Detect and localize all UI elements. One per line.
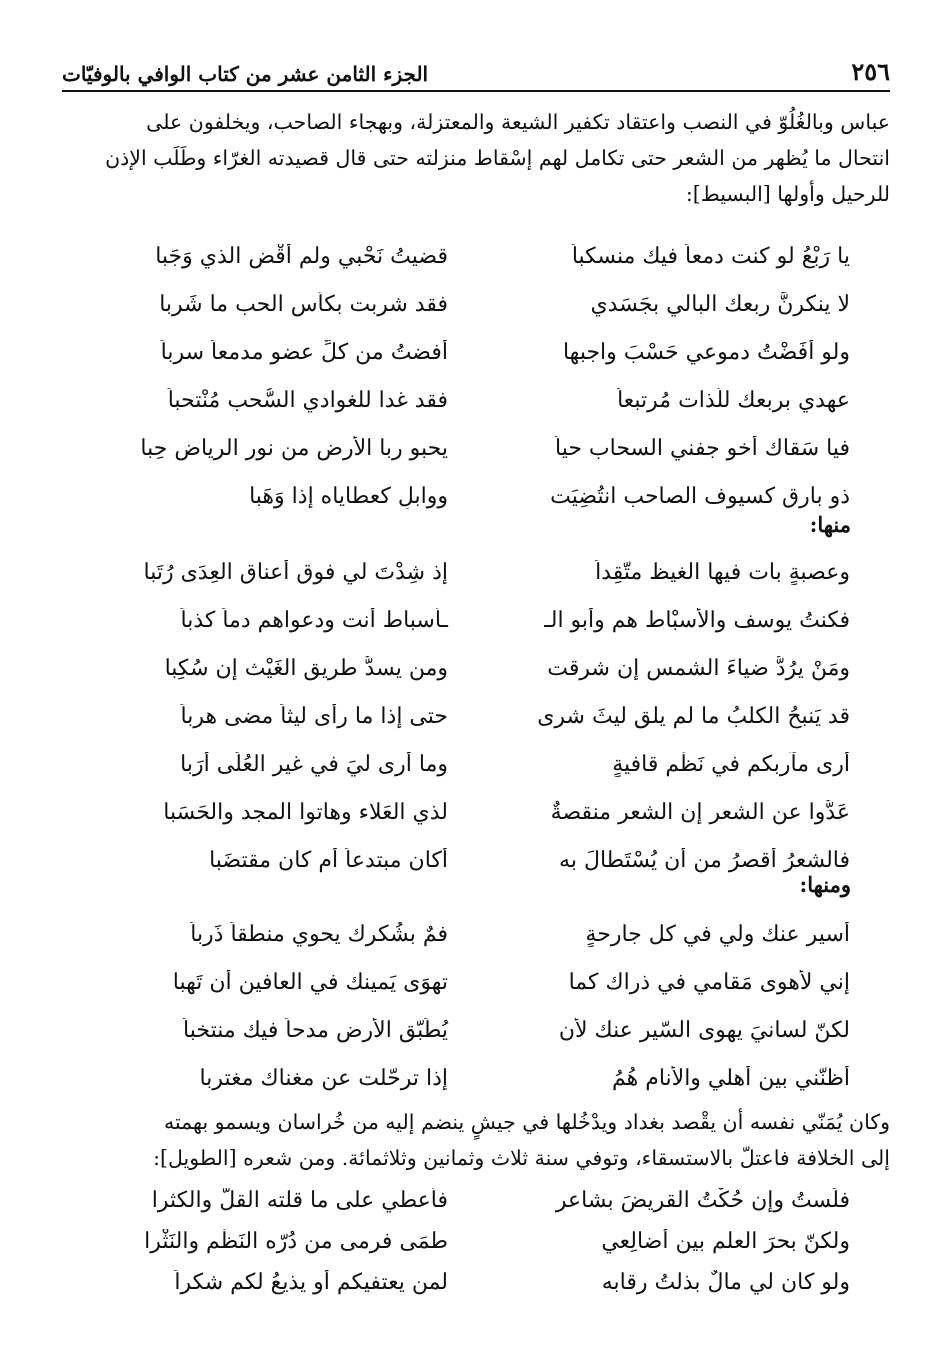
verse-first-hemistich: فالشعرُ أقصرُ من أن يُسْتَطالَ به bbox=[559, 847, 850, 873]
verse-first-hemistich: ولكنّ بحرَ العلم بين أضالِعي bbox=[601, 1229, 850, 1254]
verse-second-hemistich: فأُعطي على ما قلته القلّ والكثرا bbox=[151, 1188, 448, 1213]
verse-first-hemistich: لكنّ لسانيَ يهوى السّير عنك لأن bbox=[558, 1017, 850, 1043]
verse bbox=[62, 1221, 890, 1262]
verse bbox=[62, 836, 890, 884]
verse-first-hemistich: أظنّني بين أهلي والأنام هُمُ bbox=[611, 1065, 850, 1091]
verse-first-hemistich: إني لأهوى مَقامي في ذراك كما bbox=[568, 969, 850, 995]
verse-second-hemistich: قضيتُ نَحْبي ولم أقْضِ الذي وَجَبا bbox=[155, 243, 448, 269]
poem-tawil bbox=[62, 1180, 890, 1303]
verse bbox=[62, 1054, 890, 1102]
verse-first-hemistich: ولو كان لي مالٌ بذلتُ رِقابه bbox=[601, 1270, 850, 1295]
verse-first-hemistich: أسير عنك ولي في كل جارحةٍ bbox=[585, 921, 850, 947]
verse-second-hemistich: لمن يعتفيكم أو يذيعُ لكم شكراً bbox=[174, 1270, 448, 1295]
verse bbox=[62, 740, 890, 788]
verse bbox=[62, 596, 890, 644]
poem-basit-opening bbox=[62, 232, 890, 520]
verse bbox=[62, 328, 890, 376]
verse bbox=[62, 788, 890, 836]
verse bbox=[62, 280, 890, 328]
verse-second-hemistich: ـأسباط أنت ودعواهم دماً كذباً bbox=[180, 607, 448, 633]
verse-second-hemistich: إذ شِدْتَ لي فوق أعناق العِدَى رُتَبا bbox=[143, 559, 448, 585]
verse-first-hemistich: عَدُّوا عن الشعر إن الشعر منقصةٌ bbox=[550, 799, 850, 825]
poem-excerpt-two bbox=[62, 910, 890, 1102]
verse bbox=[62, 910, 890, 958]
verse bbox=[62, 1262, 890, 1303]
verse-first-hemistich: أرى مآربكم في نَظْم قافيةٍ bbox=[612, 751, 850, 777]
verse-first-hemistich: وعصبةٍ بات فيها الغيظ متّقِداً bbox=[595, 559, 850, 585]
verse-first-hemistich: يا رَبْعُ لو كنت دمعاً فيك منسكباً bbox=[571, 243, 850, 269]
verse-first-hemistich: قد يَنبحُ الكلبُ ما لم يلق ليثَ شرى bbox=[537, 703, 850, 729]
verse bbox=[62, 232, 890, 280]
prose-line: انتحال ما يُظهر من الشعر حتى تكامل لهم إسْقاط منزلته حتى قال قصيدته الغرّاء وطَلَب الإذن bbox=[105, 146, 890, 170]
section-label: ومنها: bbox=[799, 872, 851, 897]
verse-second-hemistich: فقد غدا للغوادي السُّحب مُنْتحباً bbox=[167, 387, 448, 413]
prose-line: عباس وبالغُلُوّ في النصب واعتقاد تكفير الشيعة والمعتزلة، وبهجاء الصاحب، ويخلفون على bbox=[146, 110, 890, 134]
verse-second-hemistich: تهوَى يَمينك في العافين أن تَهبا bbox=[172, 969, 448, 995]
verse bbox=[62, 958, 890, 1006]
verse-second-hemistich: طمَى فرمى من دُرّه النَظْم والنَثْرا bbox=[144, 1229, 448, 1254]
page-number: ٢٥٦ bbox=[851, 57, 890, 86]
verse-second-hemistich: أفضتُ من كلِّ عضوٍ مدمعاً سرباً bbox=[160, 339, 448, 365]
verse-second-hemistich: لذي العَلاء وهاتوا المجد والحَسَبا bbox=[163, 799, 448, 825]
prose-line: للرحيل وأولها [البسيط]: bbox=[685, 182, 890, 206]
poem-excerpt-one bbox=[62, 548, 890, 884]
section-label: منها: bbox=[809, 512, 851, 537]
verse-second-hemistich: ووابلٍ كعطاياه إذا وَهَبا bbox=[249, 483, 448, 509]
verse bbox=[62, 472, 890, 520]
intro-paragraph bbox=[62, 104, 890, 212]
verse bbox=[62, 1006, 890, 1054]
prose-line: وكان يُمَنّي نفسه أن يقْصد بغداد ويدْخُلها في جيشٍ ينضم إليه من خُراسان ويسمو بهمته bbox=[163, 1110, 890, 1134]
verse-second-hemistich: إذا ترحّلت عن مغناك مغترِبا bbox=[199, 1065, 448, 1091]
verse bbox=[62, 692, 890, 740]
verse-first-hemistich: ومَنْ يرُدُّ ضياءَ الشمس إن شرقت bbox=[547, 655, 850, 681]
verse bbox=[62, 1180, 890, 1221]
verse-first-hemistich: فيا سَقاك أخو جفني السحاب حياً bbox=[554, 435, 850, 461]
verse-second-hemistich: فقد شربت بكأس الحب ما شَرِبا bbox=[159, 291, 448, 317]
verse bbox=[62, 548, 890, 596]
verse-first-hemistich: فكنتُ يوسف والأسبْاط هم وأبو الـ bbox=[544, 607, 850, 633]
verse-first-hemistich: فلَستُ وإن حُكْتُ القريضَ بشاعرٍ bbox=[555, 1188, 850, 1213]
page-header bbox=[62, 40, 890, 92]
verse-first-hemistich: ولو أفَضْتُ دموعي حَسْبَ واجبها bbox=[562, 339, 850, 365]
verse-second-hemistich: أكان مبتدعاً أم كان مقتضَبا bbox=[209, 847, 448, 873]
verse-second-hemistich: يحبو ربا الأرض من نور الرياض حِبا bbox=[140, 435, 448, 461]
verse-first-hemistich: ذو بارق كسيوف الصاحب انتُضِيَت bbox=[550, 483, 850, 509]
verse-first-hemistich: عهدي بربعك للّذات مُرتبعاً bbox=[617, 387, 850, 413]
verse bbox=[62, 644, 890, 692]
running-title: الجزء الثامن عشر من كتاب الوافي بالوفيّات bbox=[62, 62, 429, 86]
verse-second-hemistich: وما أرى ليَ في غير العُلَى أرَبا bbox=[180, 751, 448, 777]
closing-paragraph bbox=[62, 1104, 890, 1176]
prose-line: إلى الخلافة فاعتلّ بالاستسقاء، وتوفي سنة ثلاث وثمانين وثلاثمائة. ومن شعره [الطويل]: bbox=[153, 1146, 890, 1170]
verse bbox=[62, 376, 890, 424]
verse-second-hemistich: ومن يسدُّ طريق الغَيْث إن سُكِبا bbox=[164, 655, 448, 681]
verse-second-hemistich: حتى إذا ما رأى ليثاً مضى هرباً bbox=[180, 703, 448, 729]
verse-first-hemistich: لا ينكرنَّ ربعك البالي بجَسَدي bbox=[590, 291, 850, 317]
verse-second-hemistich: فمٌ بشُكرك يحوي منطقاً ذَرِباً bbox=[190, 921, 448, 947]
verse-second-hemistich: يُطَبّق الأرض مدحاً فيك منتخباً bbox=[183, 1017, 448, 1043]
verse bbox=[62, 424, 890, 472]
